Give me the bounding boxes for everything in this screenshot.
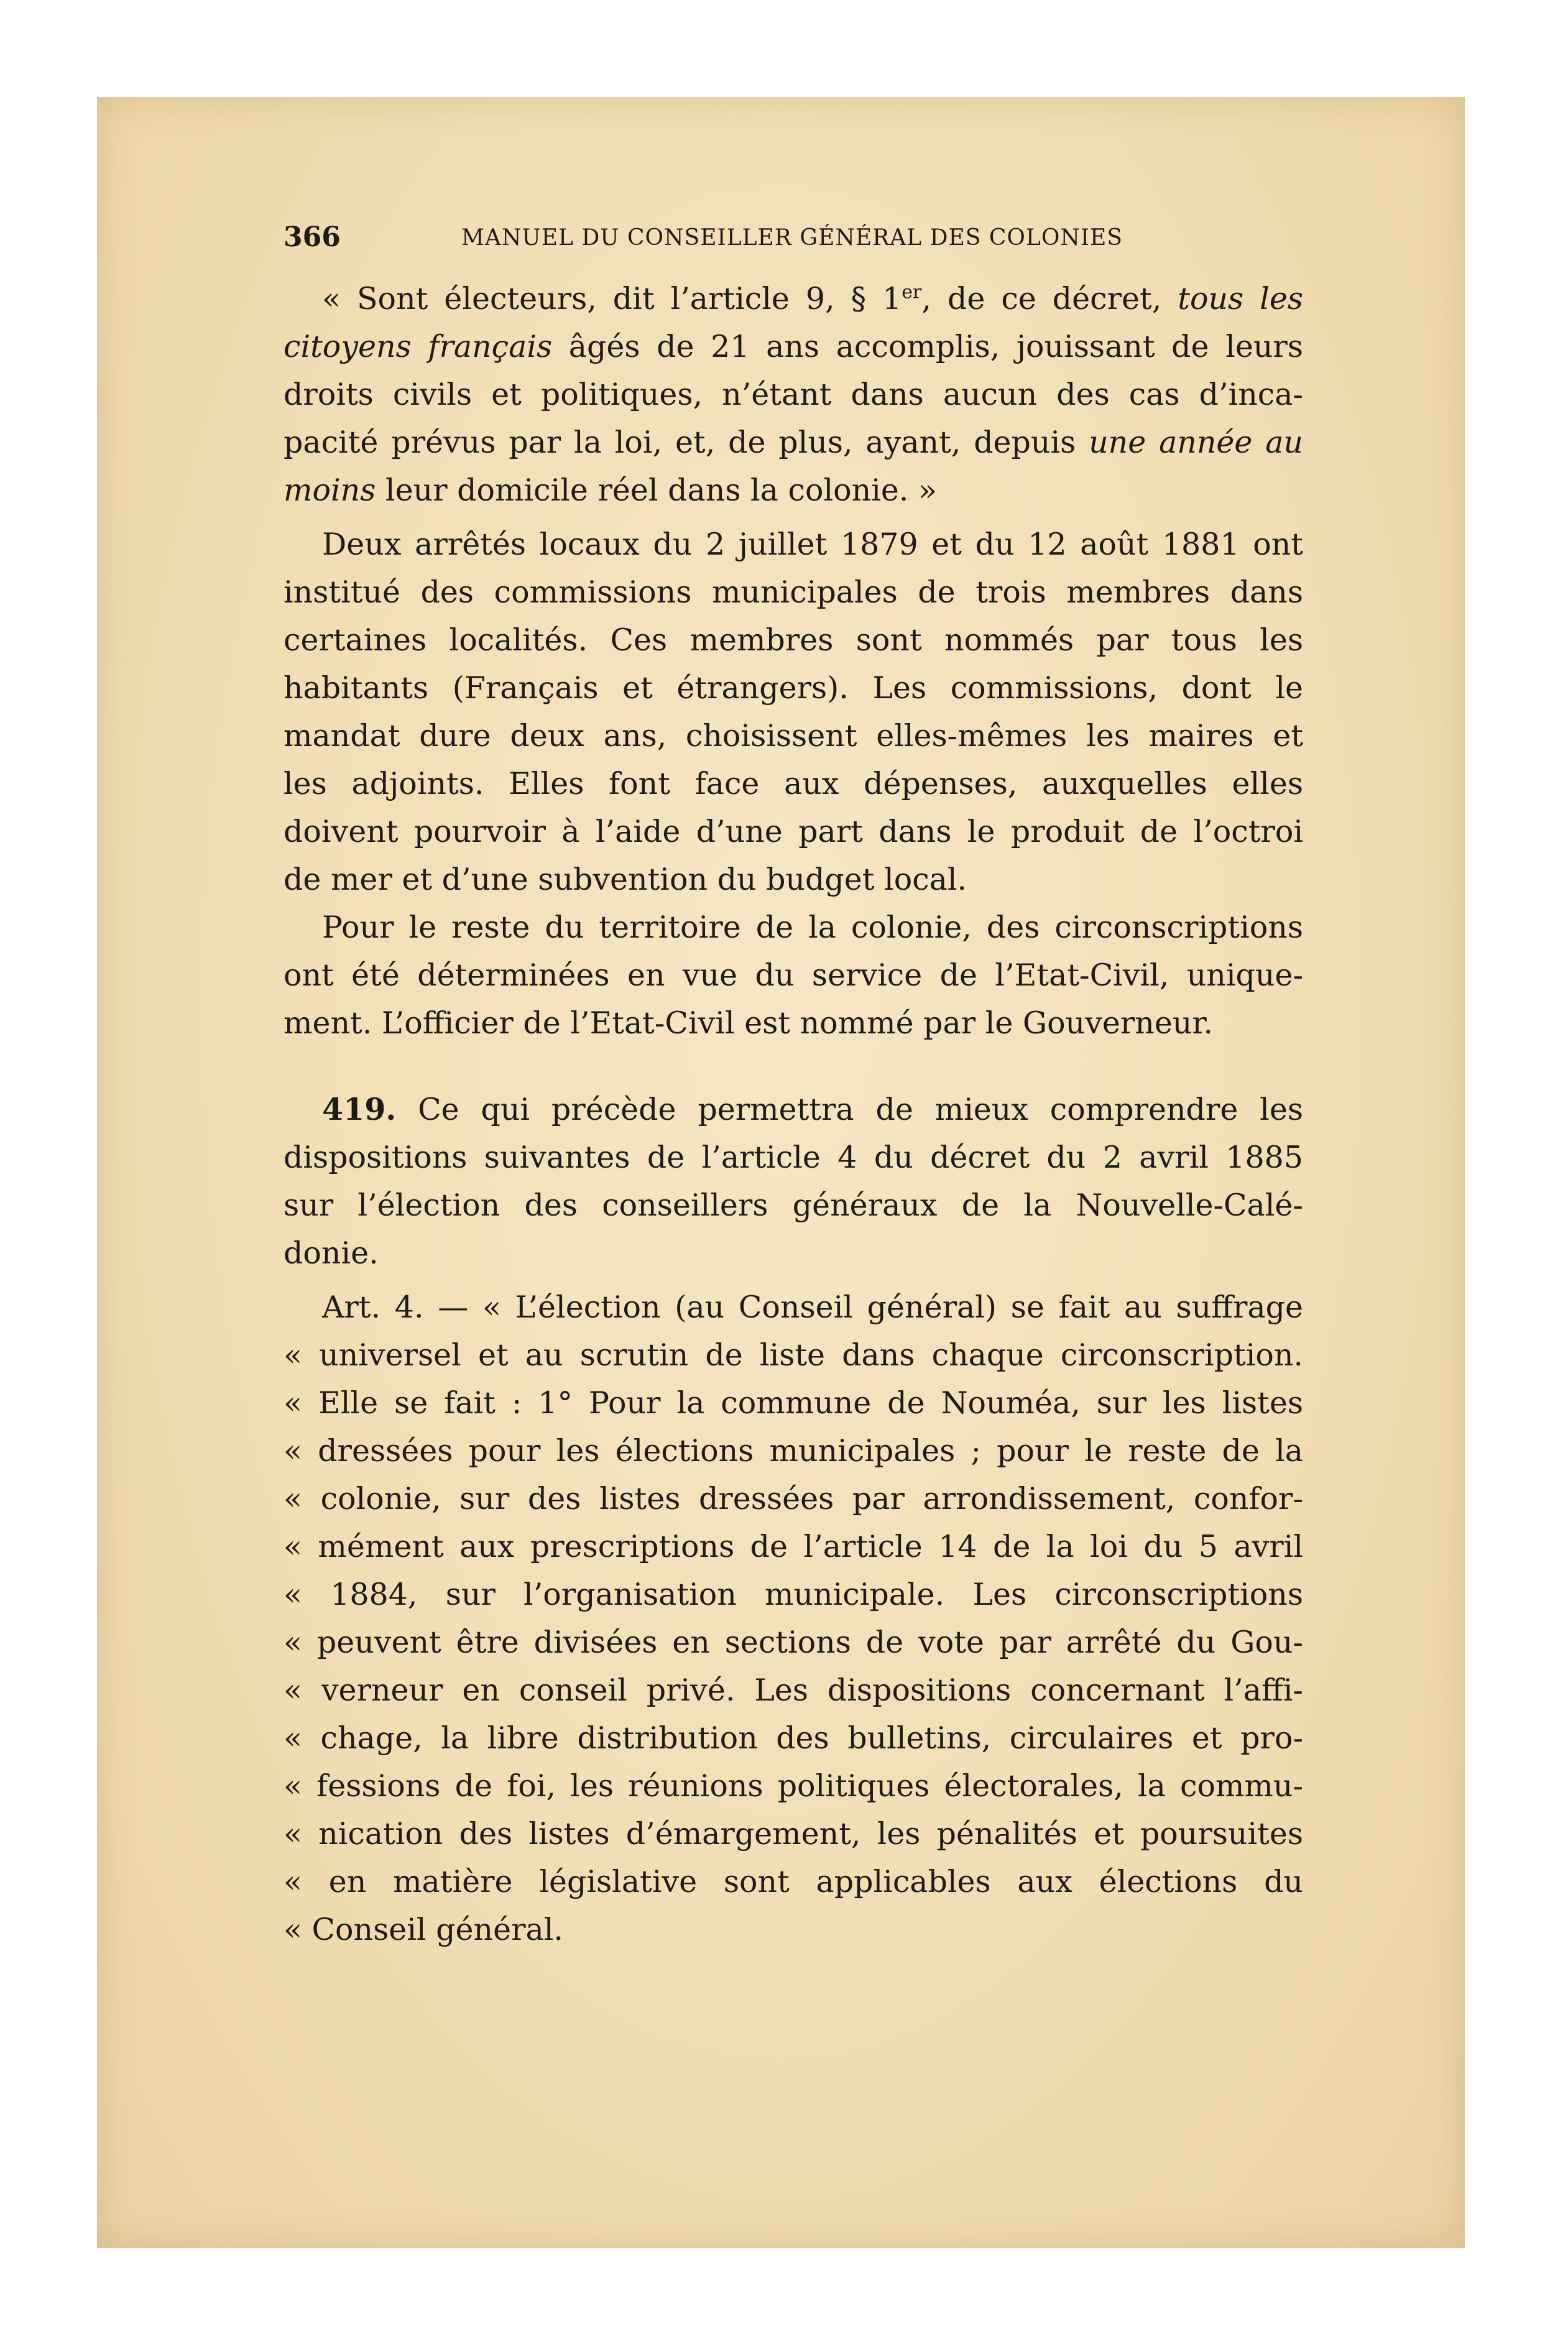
text-line: Deux arrêtés locaux du 2 juillet 1879 et du 12 août 1881 ont bbox=[322, 527, 1303, 562]
text-line: « fessions de foi, les réunions politiques électorales, la commu- bbox=[284, 1768, 1303, 1804]
text-run: leur domicile réel dans la colonie. » bbox=[376, 473, 937, 508]
text-line: ment. L’officier de l’Etat-Civil est nommé par le Gouverneur. bbox=[284, 1005, 1214, 1041]
italic-run: tous les bbox=[1178, 281, 1303, 316]
italic-run: une année au bbox=[1089, 425, 1303, 460]
text-line: « verneur en conseil privé. Les dispositions concernant l’affi- bbox=[284, 1673, 1303, 1708]
text-line: « universel et au scrutin de liste dans chaque circonscription. bbox=[284, 1337, 1303, 1373]
text-line: ont été déterminées en vue du service de l’Etat-Civil, unique- bbox=[284, 958, 1303, 993]
text-run: Ce qui précède permettra de mieux comprendre les bbox=[396, 1092, 1303, 1127]
text-line: donie. bbox=[284, 1235, 379, 1271]
text-line: « nication des listes d’émargement, les pénalités et poursuites bbox=[284, 1816, 1303, 1852]
text-line: « 1884, sur l’organisation municipale. Les circonscriptions bbox=[284, 1577, 1303, 1612]
text-line bbox=[284, 466, 1303, 514]
italic-run: moins bbox=[284, 473, 376, 508]
text-line: « dressées pour les élections municipales ; pour le reste de la bbox=[284, 1433, 1303, 1469]
text-line: certaines localités. Ces membres sont nommés par tous les bbox=[284, 622, 1303, 658]
text-line: de mer et d’une subvention du budget local. bbox=[284, 862, 967, 897]
text-line bbox=[284, 275, 1303, 323]
text-line: Pour le reste du territoire de la colonie, des circonscriptions bbox=[322, 910, 1303, 945]
text-line: institué des commissions municipales de trois membres dans bbox=[284, 575, 1303, 610]
text-line: « peuvent être divisées en sections de vote par arrêté du Gou- bbox=[284, 1625, 1303, 1660]
text-line: « en matière législative sont applicables aux élections du bbox=[284, 1864, 1303, 1899]
text-line: sur l’élection des conseillers généraux de la Nouvelle-Calé- bbox=[284, 1188, 1303, 1223]
text-line: « colonie, sur des listes dressées par arrondissement, confor- bbox=[284, 1481, 1303, 1516]
running-title: MANUEL DU CONSEILLER GÉNÉRAL DES COLONIES bbox=[461, 225, 1123, 251]
scanned-page bbox=[97, 97, 1465, 2248]
text-run: âgés de 21 ans accomplis, jouissant de leurs bbox=[552, 329, 1303, 364]
paragraph-territoire bbox=[284, 903, 1303, 1047]
page-number: 366 bbox=[284, 221, 341, 253]
text-line bbox=[284, 323, 1303, 371]
text-line: « chage, la libre distribution des bulletins, circulaires et pro- bbox=[284, 1720, 1303, 1756]
text-line: dispositions suivantes de l’article 4 du décret du 2 avril 1885 bbox=[284, 1140, 1303, 1175]
page-content bbox=[284, 221, 1303, 1954]
section-number: 419. bbox=[322, 1091, 397, 1127]
superscript: er bbox=[902, 281, 922, 303]
text-run: pacité prévus par la loi, et, de plus, ayant, depuis bbox=[284, 425, 1089, 460]
page-header bbox=[284, 221, 1303, 265]
text-run: , de ce décret, bbox=[921, 281, 1178, 316]
text-line: « mément aux prescriptions de l’article 14 de la loi du 5 avril bbox=[284, 1529, 1303, 1564]
text-line: droits civils et politiques, n’étant dans aucun des cas d’inca- bbox=[284, 377, 1303, 412]
text-line: les adjoints. Elles font face aux dépenses, auxquelles elles bbox=[284, 766, 1303, 801]
text-line: habitants (Français et étrangers). Les commissions, dont le bbox=[284, 670, 1303, 706]
text-run: « Sont électeurs, dit l’article 9, § 1 bbox=[322, 281, 902, 316]
text-line bbox=[284, 418, 1303, 466]
text-line: mandat dure deux ans, choisissent elles-mêmes les maires et bbox=[284, 718, 1303, 754]
text-line: doivent pourvoir à l’aide d’une part dans le produit de l’octroi bbox=[284, 814, 1303, 849]
text-line: Art. 4. — « L’élection (au Conseil général) se fait au suffrage bbox=[322, 1290, 1303, 1325]
article-4-quote bbox=[284, 1283, 1303, 1954]
section-419 bbox=[284, 1086, 1303, 1277]
paragraph-arretes-locaux bbox=[284, 520, 1303, 903]
italic-run: citoyens français bbox=[284, 329, 553, 364]
text-line bbox=[284, 1086, 1303, 1133]
text-line: « Conseil général. bbox=[284, 1912, 563, 1947]
text-line: « Elle se fait : 1° Pour la commune de Nouméa, sur les listes bbox=[284, 1385, 1303, 1421]
paragraph-quote-electeurs bbox=[284, 275, 1303, 514]
